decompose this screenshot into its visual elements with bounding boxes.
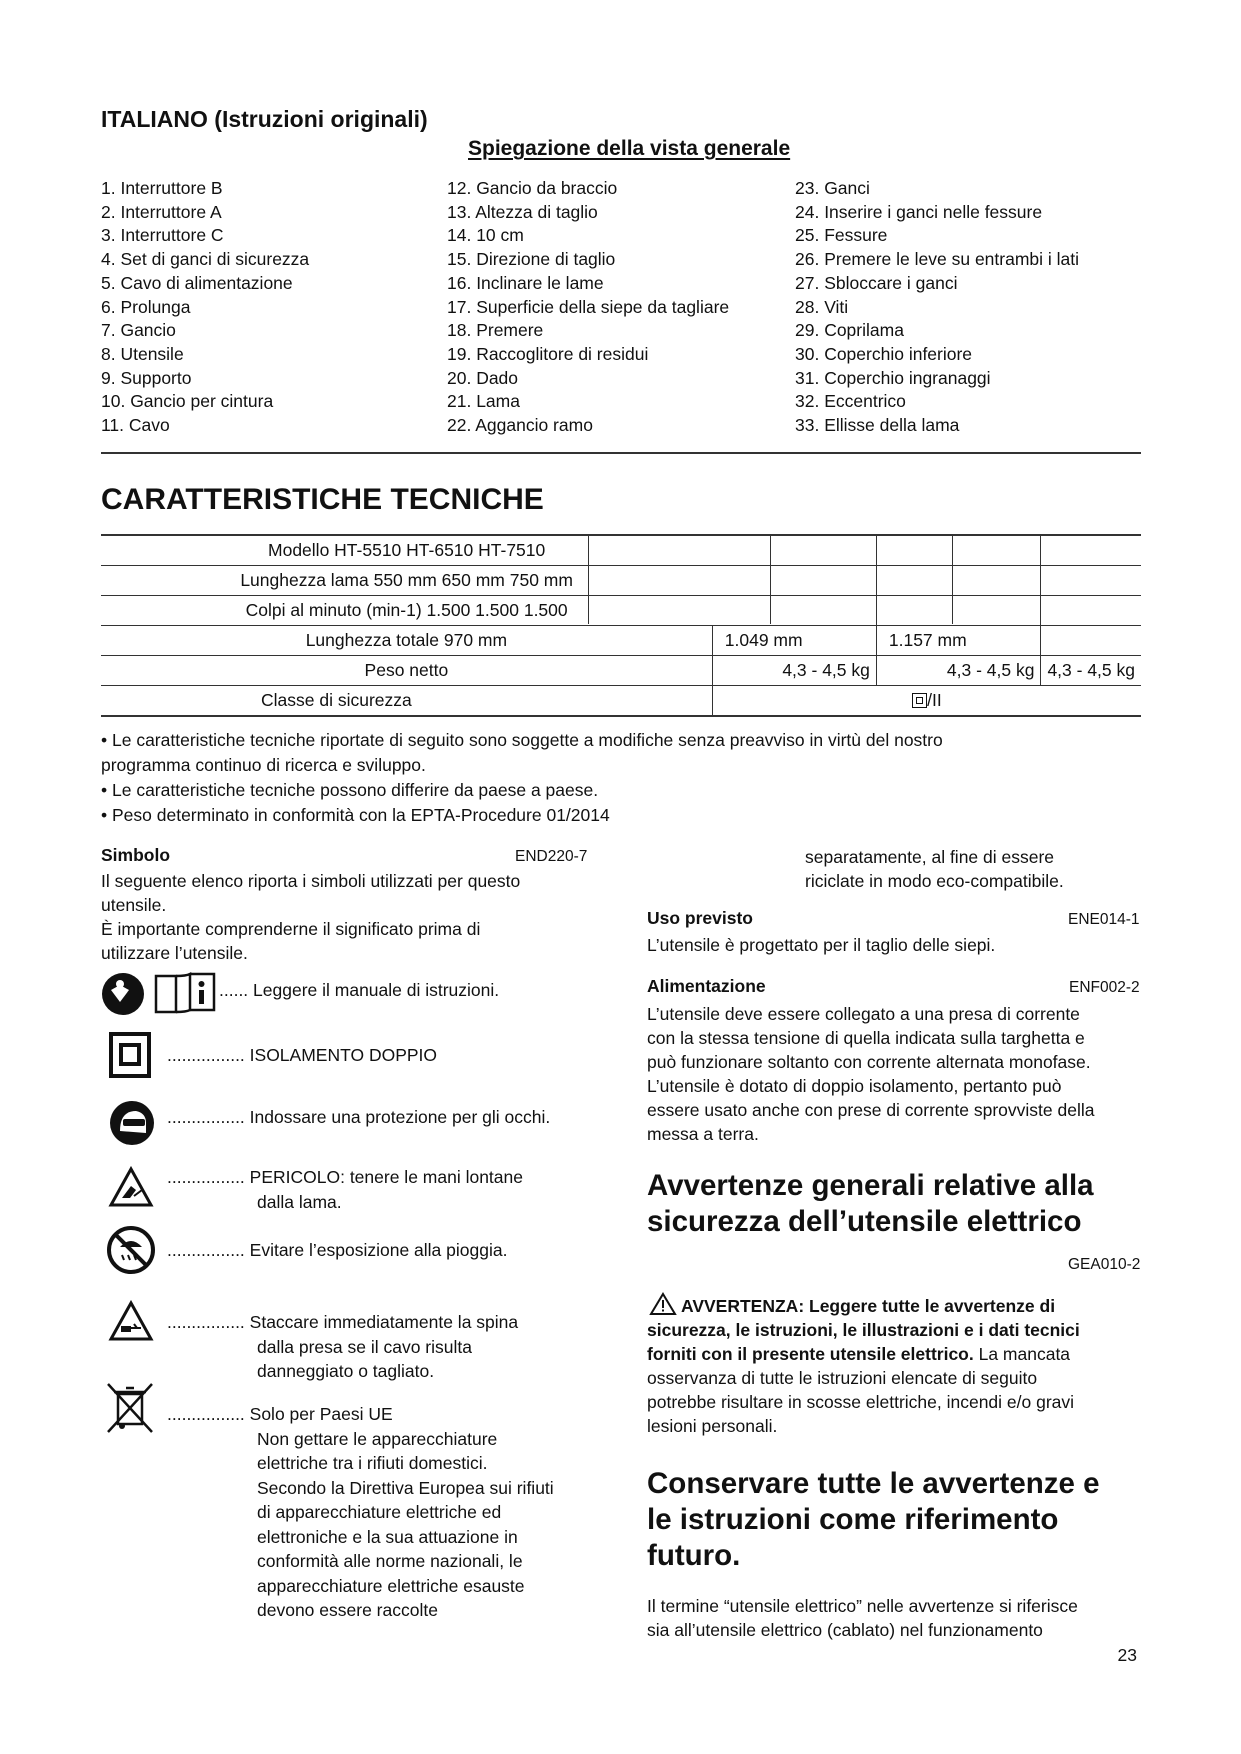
part-item: 13. Altezza di taglio — [447, 201, 598, 222]
part-item: 23. Ganci — [795, 178, 870, 198]
power-supply-text: L’utensile deve essere collegato a una presa di corrente con la stessa tensione di quella indicata sulla targhetta e può funzionare soltanto con corrente alternata monofase. L’utensile è dotato di doppio isolamento, pertanto può essere usato anche con prese di corrente sprovviste della messa a terra. — [647, 1004, 1095, 1144]
symbol-text: ...... Leggere il manuale di istruzioni. — [219, 980, 500, 1000]
table-row — [101, 626, 1141, 656]
part-item: 27. Sbloccare i ganci — [795, 272, 958, 293]
spec-cell — [1041, 535, 1141, 566]
intended-use-title: Uso previsto — [647, 908, 753, 928]
symbol-text: ................ ISOLAMENTO DOPPIO — [167, 1045, 438, 1065]
table-row — [101, 686, 1141, 717]
intro-line: Il seguente elenco riporta i simboli utilizzati per questo — [101, 871, 521, 891]
intended-use-code: ENE014-1 — [1068, 911, 1140, 928]
spec-notes — [101, 728, 1141, 828]
intro-line: È importante comprenderne il significato prima di — [101, 919, 481, 939]
safety-class-value: /II — [927, 690, 942, 710]
double-insulation-icon — [108, 1031, 152, 1079]
spec-cell — [876, 566, 1041, 596]
part-item: 29. Coprilama — [795, 320, 904, 341]
note-line: • Peso determinato in conformità con la EPTA-Procedure 01/2014 — [101, 805, 610, 825]
symbol-text: ................ Solo per Paesi UE Non gettare le apparecchiature elettriche tra i rifiuti domestici. Secondo la Direttiva Europea sui rifiuti di apparecchiature elettriche ed elettroniche e la sua attuazione in conformità alle norme nazionali, le apparecchiature elettriche esauste devono essere raccolte — [167, 1404, 554, 1620]
symbols-intro — [101, 869, 601, 965]
spec-label: Modello HT-5510 HT-6510 HT-7510 — [101, 535, 712, 566]
part-item: 14. 10 cm — [447, 225, 524, 246]
spec-label: Colpi al minuto (min-1) 1.500 1.500 1.500 — [101, 596, 712, 626]
spec-cell — [712, 566, 876, 596]
divider — [101, 452, 1141, 454]
read-manual-icon — [101, 970, 219, 1018]
part-item: 7. Gancio — [101, 320, 176, 341]
symbol-text: ................ Indossare una protezione per gli occhi. — [167, 1107, 551, 1127]
intro-line: utilizzare l’utensile. — [101, 943, 248, 963]
intro-line: utensile. — [101, 895, 167, 915]
specs-table — [101, 534, 1141, 717]
note-line: • Le caratteristiche tecniche possono differire da paese a paese. — [101, 780, 599, 800]
symbol-text: ................ Evitare l’esposizione alla pioggia. — [167, 1240, 508, 1260]
no-rain-icon — [106, 1225, 156, 1275]
unplug-warning-icon — [108, 1300, 154, 1342]
keep-instructions-title: Conservare tutte le avvertenze e le istruzioni come riferimento futuro. — [647, 1467, 1100, 1572]
specs-title: CARATTERISTICHE TECNICHE — [101, 483, 544, 516]
table-divider — [770, 534, 771, 624]
part-item: 4. Set di ganci di sicurezza — [101, 249, 310, 270]
parts-list-col2 — [447, 177, 729, 438]
part-item: 9. Supporto — [101, 367, 192, 388]
part-item: 32. Eccentrico — [795, 391, 906, 412]
parts-list-col3 — [795, 177, 1079, 438]
danger-blade-icon — [108, 1166, 154, 1208]
part-item: 12. Gancio da braccio — [447, 178, 618, 198]
table-row — [101, 535, 1141, 566]
spec-cell — [1041, 566, 1141, 596]
spec-label: Classe di sicurezza — [101, 686, 712, 717]
symbols-code: END220-7 — [515, 848, 588, 865]
part-item: 25. Fessure — [795, 225, 888, 246]
table-row — [101, 566, 1141, 596]
part-item: 10. Gancio per cintura — [101, 391, 274, 412]
table-row — [101, 656, 1141, 686]
part-item: 1. Interruttore B — [101, 178, 223, 198]
general-warnings-code: GEA010-2 — [1068, 1256, 1141, 1273]
spec-cell — [712, 535, 876, 566]
spec-cell: 4,3 - 4,5 kg — [876, 656, 1041, 686]
part-item: 8. Utensile — [101, 343, 184, 364]
spec-cell — [1041, 626, 1141, 656]
part-item: 6. Prolunga — [101, 296, 191, 317]
note-line: • Le caratteristiche tecniche riportate di seguito sono soggette a modifiche senza preavviso in virtù del nostro — [101, 730, 943, 750]
language-title: ITALIANO (Istruzioni originali) — [101, 106, 428, 132]
spec-cell — [712, 596, 876, 626]
part-item: 22. Aggancio ramo — [447, 415, 593, 436]
warning-triangle-icon — [649, 1292, 677, 1316]
part-item: 11. Cavo — [101, 415, 170, 436]
spec-cell — [1041, 596, 1141, 626]
eye-protection-icon — [108, 1099, 156, 1147]
table-divider — [588, 534, 589, 624]
part-item: 16. Inclinare le lame — [447, 272, 604, 293]
table-row — [101, 596, 1141, 626]
note-line: programma continuo di ricerca e sviluppo. — [101, 755, 426, 775]
part-item: 31. Coperchio ingranaggi — [795, 367, 991, 388]
spec-cell: 1.157 mm — [876, 626, 1041, 656]
part-item: 33. Ellisse della lama — [795, 415, 960, 436]
part-item: 18. Premere — [447, 320, 544, 341]
part-item: 5. Cavo di alimentazione — [101, 272, 293, 293]
spec-cell: 4,3 - 4,5 kg — [1041, 656, 1141, 686]
part-item: 30. Coperchio inferiore — [795, 343, 973, 364]
spec-cell: 4,3 - 4,5 kg — [712, 656, 876, 686]
part-item: 3. Interruttore C — [101, 225, 224, 246]
part-item: 26. Premere le leve su entrambi i lati — [795, 249, 1080, 270]
spec-label: Lunghezza lama 550 mm 650 mm 750 mm — [101, 566, 712, 596]
keep-instructions-text: Il termine “utensile elettrico” nelle avvertenze si riferisce sia all’utensile elettrico (cablato) nel funzionamento — [647, 1596, 1078, 1640]
spec-cell: 1.049 mm — [712, 626, 876, 656]
warning-paragraph: AVVERTENZA: Leggere tutte le avvertenze di sicurezza, le istruzioni, le illustrazioni e i dati tecnici forniti con il presente utensile elettrico. La mancata osservanza di tutte le istruzioni elencate di seguito potrebbe risultare in scosse elettriche, incendi e/o gravi lesioni personali. — [647, 1292, 1147, 1438]
power-supply-title: Alimentazione — [647, 976, 766, 996]
part-item: 2. Interruttore A — [101, 201, 222, 222]
parts-list-col1 — [101, 177, 309, 438]
intended-use-text: L’utensile è progettato per il taglio delle siepi. — [647, 935, 996, 955]
general-warnings-title: Avvertenze generali relative alla sicurezza dell’utensile elettrico — [647, 1169, 1094, 1238]
table-divider — [952, 534, 953, 624]
overview-title: Spiegazione della vista generale — [468, 137, 791, 160]
page-number: 23 — [1117, 1645, 1137, 1665]
part-item: 17. Superficie della siepe da tagliare — [447, 296, 730, 317]
part-item: 28. Viti — [795, 296, 849, 317]
spec-label: Peso netto — [101, 656, 712, 686]
spec-cell — [876, 596, 1041, 626]
symbol-text: ................ Staccare immediatamente la spina dalla presa se il cavo risulta danneggiato o tagliato. — [167, 1312, 519, 1381]
part-item: 19. Raccoglitore di residui — [447, 343, 649, 364]
part-item: 15. Direzione di taglio — [447, 249, 616, 270]
power-supply-code: ENF002-2 — [1069, 979, 1140, 996]
part-item: 24. Inserire i ganci nelle fessure — [795, 201, 1043, 222]
double-insulation-icon — [912, 693, 927, 708]
part-item: 21. Lama — [447, 391, 520, 412]
weee-continuation: separatamente, al fine di essere riciclate in modo eco-compatibile. — [805, 847, 1064, 891]
spec-label: Lunghezza totale 970 mm — [101, 626, 712, 656]
symbol-text: ................ PERICOLO: tenere le mani lontane dalla lama. — [167, 1167, 523, 1212]
symbols-title: Simbolo — [101, 845, 171, 865]
part-item: 20. Dado — [447, 367, 519, 388]
spec-cell — [876, 535, 1041, 566]
weee-bin-icon — [104, 1380, 156, 1436]
spec-cell — [712, 686, 1141, 717]
